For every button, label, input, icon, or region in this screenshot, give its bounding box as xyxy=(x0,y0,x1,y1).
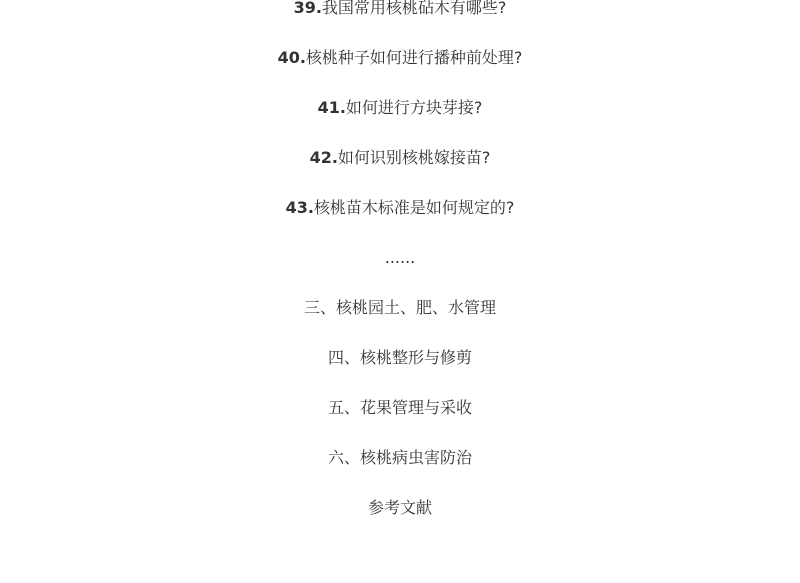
toc-question-41 xyxy=(0,83,800,133)
toc-question-42 xyxy=(0,133,800,183)
question-text: 我国常用核桃砧木有哪些? xyxy=(321,0,507,17)
question-number: 42. xyxy=(309,148,338,167)
toc-question-39 xyxy=(0,0,800,33)
toc-chapter-5: 五、花果管理与采收 xyxy=(327,398,472,417)
question-text: 如何识别核桃嫁接苗? xyxy=(337,148,491,167)
question-number: 43. xyxy=(285,198,314,217)
toc-chapter-6: 六、核桃病虫害防治 xyxy=(327,448,472,467)
toc-question-40 xyxy=(0,33,800,83)
toc-references: 参考文献 xyxy=(367,498,432,517)
toc-question-43 xyxy=(0,183,800,233)
question-text: 核桃苗木标准是如何规定的? xyxy=(313,198,515,217)
question-number: 39. xyxy=(293,0,322,17)
toc-chapter-3: 三、核桃园土、肥、水管理 xyxy=(303,298,496,317)
toc-ellipsis: ...... xyxy=(384,248,416,267)
toc-chapter-4: 四、核桃整形与修剪 xyxy=(327,348,472,367)
question-text: 核桃种子如何进行播种前处理? xyxy=(305,48,523,67)
question-text: 如何进行方块芽接? xyxy=(345,98,483,117)
question-number: 40. xyxy=(277,48,306,67)
question-number: 41. xyxy=(317,98,346,117)
